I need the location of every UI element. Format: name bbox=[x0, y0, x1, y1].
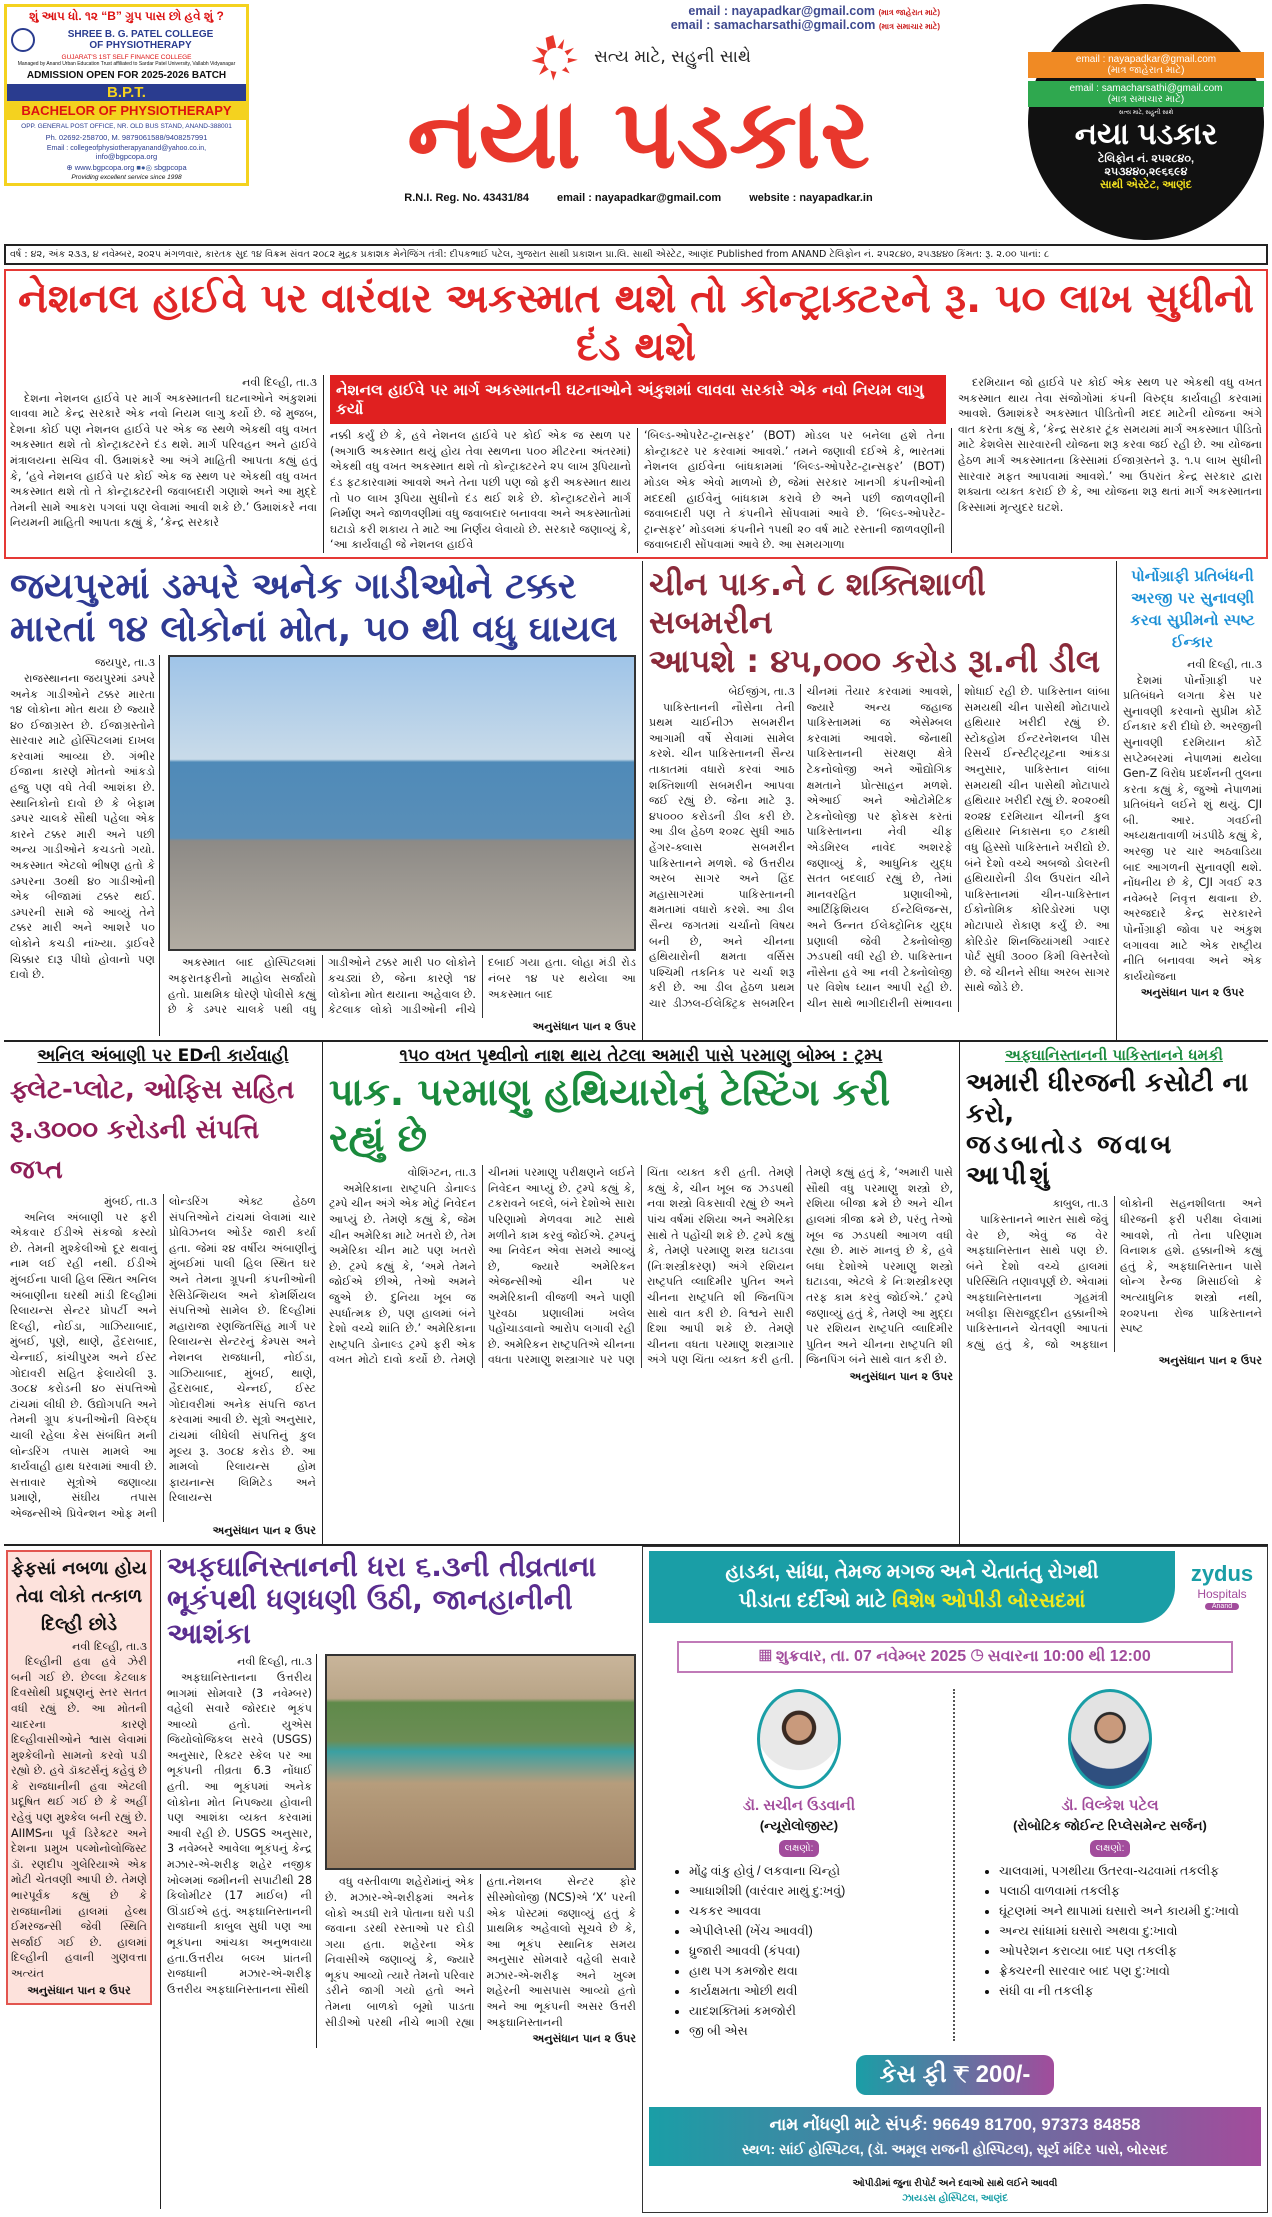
article-text: દેશમાં પોર્નોગ્રાફી પર પ્રતિબંધને લગતા કેસ પર સુનાવણી કરવાનો સુપ્રીમ કોર્ટે ઈનકાર કરી દીધો છે. અરજીની સુનાવણી દરમિયાન કોર્ટે સપ્ટેમ્બરમાં નેપાળમાં થયેલા Gen-Z વિરોધ પ્રદર્શનની તુલના કરતા કહ્યું કે, જુઓ નેપાળમાં પ્રતિબંધને લઈને શું થયું. CJI બી. આર. ગવઈની અધ્યક્ષતાવાળી ખંડપીઠે કહ્યું કે, અરજી પર ચાર અઠવાડિયા બાદ આગળની સુનાવણી થશે. નોંધનીય છે કે, CJI ગવઈ ૨૩ નવેમ્બરે નિવૃત્ત થવાના છે. અરજદારે કેન્દ્ર સરકારને પોર્નોગ્રાફી જોવા પર અંકુશ લગાવવા માટે એક રાષ્ટ્રીય નીતિ બનાવવા અને એક કાર્યયોજના bbox=[1123, 673, 1262, 983]
college-tag: GUJARAT'S 1ST SELF FINANCE COLLEGE bbox=[61, 54, 192, 61]
continued-link[interactable]: અનુસંધાન પાન ૨ ઉપર bbox=[1140, 986, 1245, 1000]
symptom-item: • એપીલેપ્સી (ખેંચ આવવી) bbox=[689, 1921, 949, 1941]
jaipur-below-cols bbox=[168, 955, 636, 1017]
ad-time: સવારના 10:00 થી 12:00 bbox=[987, 1647, 1151, 1665]
article-text: પાકિસ્તાનની નૌસેના તેની પ્રથમ ચાઈનીઝ સબમરીન આગામી વર્ષે સેવામાં સામેલ કરશે. ચીન પાકિસ્તાનની સૈન્ય તાકાતમાં વધારો કરવાં આઠ શક્તિશાળી સબમરીન આપવા જઈ રહ્યું છે. જેના માટે રૂ. ૪૫૦૦૦ કરોડની ડીલ કરી છે. આ ડીલ હેઠળ ૨૦૨૮ સુધી આઠ હેંગર-ક્લાસ સબમરીન પાકિસ્તાનને મળશે. જે ઉત્તરીય અરબ સાગર અને હિંદ મહાસાગરમાં પાકિસ્તાનની ક્ષમતામાં વધારો કરશે. આ ડીલ સૈન્ય જગતમાં ચર્ચાનો વિષય બની છે, અને ચીનના હથિયારોની ક્ષમતા વર્સિસ પશ્ચિમી તકનિક પર ચર્ચા શરૂ કરી છે. આ ડીલ હેઠળ પ્રથમ ચાર ડીઝલ-ઈલેક્ટ્રિક સબમરિન ચીનમાં તૈયાર કરવામાં આવશે, જ્યારે અન્ય જહાજ પાકિસ્તામમાં જ એસેમ્બલ કરવામાં આવશે. જેનાથી પાકિસ્તાનની સંરક્ષણ ક્ષેત્રે ટેકનોલોજી અને ઔદ્યોગિક ક્ષમતાને પ્રોત્સાહન મળશે. એઆઈ અને ઓટોમેટિક ટેકનોલોજી પર ફોકસ કરતાં પાકિસ્તાનના નેવી ચીફ એડમિરલ નાવેદ અશરફે જણાવ્યું કે, આધુનિક યુદ્ધ સતત બદલાઈ રહ્યું છે, તેમાં માનવરહિત પ્રણાલીઓ, આર્ટિફિશિયલ ઈન્ટેલિજન્સ, અને ઉન્નત ઈલેક્ટ્રોનિક યુદ્ધ પ્રણાલી જેવી ટેક્નોલોજી ઝડપથી વધી રહી છે. પાકિસ્તાન નૌસેના હવે આ નવી ટેક્નોલોજી પર વિશેષ ધ્યાન આપી રહી છે. ચીન સાથે ભાગીદારીની સંભાવના શોધાઈ રહી છે. પાકિસ્તાન લાંબા સમયથી ચીન પાસેથી મોટાપાયે હથિયાર ખરીદી રહ્યું છે. સ્ટોકહોમ ઈન્ટરનેશનલ પીસ રિસર્ચ ઈન્સ્ટીટ્યૂટના આંકડા અનુસાર, પાકિસ્તાન લાંબા સમયથી ચીન પાસેથી મોટાપાયે હથિયાર ખરીદી રહ્યું છે. ૨૦૨૦થી ૨૦૨૪ દરમિયાન ચીનની કુલ હથિયાર નિકાસના ૬૦ ટકાથી વધુ હિસ્સો પાકિસ્તાને ખરીદ્યો છે. બંને દેશો વચ્ચે અબજો ડોલરની હથિયારોની ડીલ ઉપરાંત ચીને પાકિસ્તાનમાં ચીન-પાકિસ્તાન ઈકોનોમિક કોરિડોરમાં પણ મોટાપાયે રોકાણ કર્યું છે. આ કોરિડોર શિનજિયાંગથી ગ્વાદર પોર્ટ સુધી ૩૦૦૦ કિમી વિસ્તરેલો છે. જે ચીનને સીધા અરબ સાગર સાથે જોડે છે. bbox=[649, 685, 1110, 1010]
article-text: પાકિસ્તાનને ભારત સાથે જેવું વેર છે, એવું જ વેર અફઘાનિસ્તાન સાથે પણ છે. બંને દેશો વચ્ચે હાલમાં પરિસ્થિતિ તણાવપૂર્ણ છે. એવામાં અફઘાનિસ્તાનના ગૃહમંત્રી ખલીફા સિરાજુદ્દીન હક્કાનીએ પાકિસ્તાનને ચેતવણી આપતાં કહ્યું હતું કે, જો અફઘાન લોકોની સહનશીલતા અને ધીરજની ફરી પરીક્ષા લેવામાં આવશે, તો તેના પરિણામ વિનાશક હશે. હક્કાનીએ કહ્યું હતું કે, અફઘાનિસ્તાન પાસે લોન્ગ રેન્જ મિસાઈલો કે અત્યાધુનિક શસ્ત્રો નથી, ૨૦૨૫ના રોજ પાકિસ્તાનને સ્પષ્ટ bbox=[966, 1197, 1262, 1351]
ad-headline-highlight: વિશેષ ઓપીડી બોરસદમાં bbox=[892, 1589, 1086, 1612]
symptom-item: • મોંઢુ વાંકુ હોવું / લકવાના ચિન્હો bbox=[689, 1861, 949, 1881]
badge-email-2: email : samacharsathi@gmail.com bbox=[1069, 83, 1223, 94]
article-text: દિલ્હીની હવા હવે ઝેરી બની ગઈ છે. છેલ્લા કેટલાક દિવસોથી પ્રદૂષણનું સ્તર સતત વધી રહ્યું છે. આ મોતની ચાદરના કારણે દિલ્હીવાસીઓને શ્વાસ લેવામાં મુશ્કેલીનો સામનો કરવો પડી રહ્યો છે. હવે ડૉક્ટર્સનું કહેવું છે કે રાજધાનીની હવા એટલી પ્રદૂષિત થઈ ગઈ છે કે અહીં રહેવું પણ મુશ્કેલ બની રહ્યું છે. AIIMSના પૂર્વ ડિરેક્ટર અને દેશના પ્રમુખ પલ્મોનોલોજિસ્ટ ડૉ. રણદીપ ગુલેરિયાએ એક મોટી ચેતવણી આપી છે. તેમણે ભારપૂર્વક કહ્યું છે કે રાજધાનીમાં હાલમાં હેલ્થ ઈમરજન્સી જેવી સ્થિતિ સર્જાઈ ગઈ છે. હાલમાં દિલ્હીની હવાની ગુણવત્તા અત્યંત bbox=[11, 1655, 147, 1981]
ad-venue: સ્થળ: સાંઈ હોસ્પિટલ, (ડૉ. અમૂલ રાજની હોસ્પિટલ), સૂર્ય મંદિર પાસે, બોરસદ bbox=[741, 2140, 1169, 2157]
masthead bbox=[4, 4, 1268, 244]
symptom-item: • પલાઠી વાળવામાં તકલીફ bbox=[999, 1881, 1261, 1901]
course-full: BACHELOR OF PHYSIOTHERAPY bbox=[7, 101, 246, 120]
college-name-2: OF PHYSIOTHERAPY bbox=[89, 40, 192, 51]
afghan-threat-body bbox=[966, 1196, 1262, 1352]
symptoms-label: લક્ષણો: bbox=[1090, 1840, 1131, 1857]
doctor-name: ડૉ. વિલ્કેશ પટેલ bbox=[1061, 1796, 1159, 1814]
row-2 bbox=[4, 561, 1268, 1042]
symptom-item: • અન્ય સાંધામાં ઘસારો અથવા દુ:ખાવો bbox=[999, 1921, 1261, 1941]
doctor-card bbox=[955, 1689, 1261, 2041]
ad-headline-1: હાડકા, સાંધા, તેમજ મગજ અને ચેતાતંતુ રોગથી bbox=[725, 1560, 1099, 1583]
symptom-item: • સંધી વા ની તકલીફ bbox=[999, 1981, 1261, 2001]
porn-ban-story bbox=[1116, 561, 1268, 1040]
college-email: Email : collegeofphysiotherapyanand@yahoo.co.in, bbox=[46, 145, 207, 152]
article-text: દરમિયાન જો હાઈવે પર કોઈ એક સ્થળ પર એકથી વધુ વખત અકસ્માત થાય તેવા સંજોગોમાં કંપની વિરુદ્ધ કાર્યવાહી કરવામાં આવશે. ઉમાશંકરે અકસ્માત પીડિતોની મદદ માટેની યોજના અંગે વાત કરતા કહ્યું કે, ‘કેન્દ્ર સરકાર ટૂંક સમયમાં માર્ગ અકસ્માત પીડિતો માટે કેશલેસ સારવારની યોજના શરૂ કરવા જઈ રહી છે. આ યોજના હેઠળ માર્ગ અકસ્માતના કિસ્સામાં ઈજાગ્રસ્તને રૂ. ૧.૫ લાખ સુધીની સારવાર મફત આપવામાં આવશે.’ આ ઉપરાંત કેન્દ્ર સરકાર દ્વારા શક્યતા વ્યક્ત કરાઈ છે કે, આ યોજના શરૂ થતાં માર્ગ અકસ્માતના કિસ્સામાં મૃત્યુદર ઘટશે. bbox=[958, 376, 1262, 514]
symptoms-list bbox=[959, 1861, 1261, 2001]
continued-link[interactable]: અનુસંધાન પાન ૨ ઉપર bbox=[27, 1983, 131, 1997]
left-ad bbox=[4, 4, 249, 186]
jaipur-story bbox=[4, 561, 642, 1040]
symptom-item: • ઓપરેશન કરાવ્યા બાદ પણ તકલીફ bbox=[999, 1941, 1261, 1961]
ad-note: ઓપીડીમાં જુના રીપોર્ટ અને દવાઓ સાથે લઈને આવવી bbox=[852, 2177, 1058, 2189]
quake-below-cols bbox=[325, 1874, 636, 2030]
symptom-item: • યાદશક્તિમાં કમજોરી bbox=[689, 2001, 949, 2021]
article-text: વધુ વસ્તીવાળા શહેરોમાંનું એક છે. મઝાર-એ-શરીફમાં અનેક લોકો અડધી રાત્રે પોતાના ઘરો પડી જવાના ડરથી રસ્તાઓ પર દોડી ગયા હતા. શહેરના એક નિવાસીએ જણાવ્યું કે, જ્યારે ભૂકંપ આવ્યો ત્યારે તેમનો પરિવાર ડરીને જાગી ગયો હતો અને તેમના બાળકો બૂમો પાડતા સીડીઓ પરથી નીચે ભાગી રહ્યા હતા.નેશનલ સેન્ટર ફોર સીસ્મોલોજી (NCS)એ ‘X’ પરની એક પોસ્ટમાં જણાવ્યું હતું કે પ્રાથમિક અહેવાલો સૂચવે છે કે, આ ભૂકંપ સ્થાનિક સમય અનુસાર સોમવારે વહેલી સવારે મઝાર-એ-શરીફ અને ખુલ્મ શહેરની આસપાસ આવ્યો હતો અને આ ભૂકંપની અસર ઉત્તરી અફઘાનિસ્તાનની bbox=[325, 1875, 636, 2029]
college-social[interactable]: sbgpcopa bbox=[154, 163, 187, 172]
badge-tagline: સત્ય માટે, સહુની સાથે bbox=[1118, 110, 1174, 116]
ad-question: શું આપ ધો. ૧૨ “B” ગ્રુપ પાસ છો હવે શું ? bbox=[29, 9, 224, 23]
doctor-name: ડૉ. સચીન ઉડવાની bbox=[742, 1796, 856, 1814]
badge-note-2: (માત્ર સમાચાર માટે) bbox=[1107, 94, 1185, 105]
continued-link[interactable]: અનુસંધાન પાન ૨ ઉપર bbox=[212, 1523, 316, 1537]
china-headline-2: આપશે : ૪૫,૦૦૦ કરોડ રૂા.ની ડીલ bbox=[649, 641, 1101, 680]
zydus-city: Anand bbox=[1205, 1603, 1239, 1610]
doctor-photo bbox=[1068, 1689, 1152, 1789]
continued-link[interactable]: અનુસંધાન પાન ૨ ઉપર bbox=[1158, 1354, 1262, 1368]
college-phone: Ph. 02692-258700, M. 9879061588/9408257991 bbox=[45, 133, 208, 142]
symptom-item: • હાથ પગ કમજોર થવા bbox=[689, 1961, 949, 1981]
clock-icon: ◷ bbox=[970, 1647, 988, 1665]
right-badge bbox=[1028, 4, 1264, 240]
globe-icon: ⊕ bbox=[66, 163, 75, 172]
afghan-threat-headline-2: જડબાતોડ જવાબ આપીશું bbox=[966, 1130, 1175, 1192]
badge-note-1: (માત્ર જાહેરાત માટે) bbox=[1107, 65, 1185, 76]
doctor-card bbox=[649, 1689, 955, 2041]
masthead-center bbox=[257, 4, 1020, 204]
trump-headline: પાક. પરમાણુ હથિયારોનું ટેસ્ટિંગ કરી રહ્યું છે bbox=[329, 1070, 891, 1160]
badge-email-1: email : nayapadkar@gmail.com bbox=[1075, 54, 1217, 65]
lead-headline: નેશનલ હાઈવે પર વારંવાર અકસ્માત થશે તો કોન્ટ્રાક્ટરને રૂ. ૫૦ લાખ સુધીનો દંડ થશે bbox=[18, 276, 1254, 370]
symptom-item: • કાર્યક્ષમતા ઓછી થવી bbox=[689, 1981, 949, 2001]
ad-date-box bbox=[677, 1641, 1233, 1673]
masthead-website[interactable]: website : nayapadkar.in bbox=[749, 191, 873, 204]
college-emblem-icon bbox=[11, 28, 35, 52]
college-managed: Managed by Anand Urban Education Trust affiliated to Sardar Patel University, Vallabh Vidyanagar bbox=[17, 61, 236, 67]
symptom-item: • જી બી એસ bbox=[689, 2021, 949, 2041]
sun-logo-icon bbox=[526, 32, 586, 82]
article-text: રાજસ્થાનના જયપુરમાં ડમ્પરે અનેક ગાડીઓને ટક્કર મારતા ૧૪ લોકોના મોત થયા છે જ્યારે ૪૦ ઈજાગ્રસ્ત છે. ઈજાગ્રસ્તોને સારવાર માટે હોસ્પિટલમાં દાખલ કરવામાં આવ્યા છે. ગંભીર ઈજાના કારણે મોતનો આંકડો હજુ પણ વધે તેવી આશંકા છે. સ્થાનિકોનો દાવો છે કે બેફામ ડમ્પર ચાલકે સૌથી પહેલા એક કારને ટક્કર મારી અને પછી અન્ય ગાડીઓને કચડતો ગયો. અકસ્માત એટલો ભીષણ હતો કે ડમ્પરના ૩૦થી ૪૦ ગાડીઓની એક બીજામાં ટક્કર થઈ. ડમ્પરની સામે જે આવ્યું તેને ટક્કર મારી અને આશરે ૫૦ લોકોને કચડી નાંખ્યા. ડ્રાઈવરે ચિક્કાર દારૂ પીધો હોવાનો પણ દાવો છે. bbox=[10, 671, 155, 982]
email-line-2 bbox=[671, 18, 940, 32]
lead-col-2: નક્કી કર્યું છે કે, હવે નેશનલ હાઈવે પર કોઈ એક જ સ્થળ પર (અગાઉ અકસ્માત થયું હોય તેવા સ્થળના ૫૦૦ મીટરના અંતરમાં) એકથી વધુ વખત અકસ્માત થશે તો કોન્ટ્રાક્ટરને ૨૫ લાખ રૂપિયાનો દંડ ફટકારવામાં આવશે અને તેના પછી પણ જો ફરી અકસ્માત થાય તો ૫૦ લાખ રૂપિયા સુધીનો દંડ થઈ શકે છે. કોન્ટ્રાક્ટરોને માર્ગ નિર્માણ અને જાળવણીમાં વધુ જવાબદાર બનાવવા અને અકસ્માતોમાં ઘટાડો કરી શકાય તે માટે આ નિર્ણય લેવાયો છે. સરકારે જણાવ્યું કે, ‘આ કાર્યવાહી જે નેશનલ હાઈવે bbox=[324, 428, 638, 553]
afghan-threat-story bbox=[959, 1042, 1268, 1544]
lead-story bbox=[4, 269, 1268, 559]
college-slogan: Providing excellent service since 1998 bbox=[71, 174, 182, 181]
symptoms-list bbox=[649, 1861, 949, 2041]
lead-col-4 bbox=[952, 375, 1262, 553]
badge-phone: ટેલિફોન નં. ૨૫૨૮૪૦, bbox=[1097, 153, 1195, 165]
tagline: સત્ય માટે, સહુની સાથે bbox=[594, 47, 751, 67]
article-text: અકસ્માત બાદ હોસ્પિટલમાં અફરાતફરીનો માહોલ સર્જાયો હતો. પ્રાથમિક ધોરણે પોલીસે કહ્યું છે કે ડમ્પર ચાલકે ૫થી વધુ ગાડીઓને ટક્કર મારી ૫૦ લોકોને કચડ્યાં છે, જેના કારણે ૧૪ લોકોના મોત થયાના અહેવાલ છે. કેટલાક લોકો ગાડીઓની નીચે દબાઈ ગયા હતા. લોહા મંડી રોડ નંબર ૧૪ પર થયેલા આ અકસ્માત બાદ bbox=[168, 956, 636, 1017]
dateline: નવી દિલ્હી, તા.૩ bbox=[242, 376, 317, 389]
quake-headline-1: અફઘાનિસ્તાનની ધરા ૬.૩ની તીવ્રતાના bbox=[167, 1549, 597, 1583]
article-text: અનિલ અંબાણી પર ફરી એકવાર ઈડીએ સંકજો કસ્યો છે. તેમની મુશ્કેલીઓ દૂર થવાનું નામ લઈ રહી નથી. ઈડીએ મુંબઈના પાલી હિલ સ્થિત અનિલ અંબાણીના ઘરથી માંડી દિલ્હીમાં રિલાયન્સ સેન્ટર પ્રોપર્ટી અને દિલ્હી, નોઈડા, ગાઝિયાબાદ, મુંબઈ, પૂણે, થાણે, હૈદરાબાદ, ચેન્નાઈ, કાંચીપુરમ અને ઈસ્ટ ગોદાવરી સહિત ફેલાયેલી રૂ. ૩૦૮૪ કરોડની ૪૦ સંપત્તિઓ ટાંચમાં લીધી છે. ઉદ્યોગપતિ અને તેમની ગ્રૂપ કંપનીઓની વિરુદ્ધ ચાલી રહેલા કેસ સંબંધિત મની લોન્ડરિંગ તપાસ મામલે આ કાર્યવાહી હાથ ધરવામાં આવી છે. સત્તાવાર સૂત્રોએ જણાવ્યા પ્રમાણે, સંઘીય તપાસ એજન્સીએ પ્રિવેન્શન ઓફ મની લોન્ડરિંગ એક્ટ હેઠળ સંપત્તિઓને ટાંચમાં લેવામાં ચાર પ્રોવિઝનલ ઓર્ડર જારી કર્યા હતા. જેમાં ૨૪ વર્ષીય અંબાણીનું મુંબઈમાં પાલી હિલ સ્થિત ઘર અને તેમના ગ્રૂપની કંપનીઓની રેસિડેન્શિયલ અને કોમર્શિયલ સંપત્તિઓ સામેલ છે. દિલ્હીમાં મહારાજા રણજિતસિંહ માર્ગ પર રિલાયન્સ સેન્ટરનું કેમ્પસ અને નેશનલ રાજધાની, નોઈડા, ગાઝિયાબાદ, મુંબઈ, થાણે, હૈદરાબાદ, ચેન્નઈ, ઈસ્ટ ગોદાવરીમાં અનેક સંપત્તિ જપ્ત કરવામાં આવી છે. સૂત્રો અનુસાર, ટાંચમાં લીધેલી સંપત્તિનું કુલ મૂલ્ય રૂ. ૩૦૮૪ કરોડ છે. આ મામલો રિલાયન્સ હોમ ફાયનાન્સ લિમિટેડ અને રિલાયન્સ bbox=[10, 1195, 316, 1520]
continued-link[interactable]: અનુસંધાન પાન ૨ ઉપર bbox=[532, 2032, 636, 2046]
rni-number: R.N.I. Reg. No. 43431/84 bbox=[404, 191, 530, 204]
ambani-body bbox=[10, 1194, 316, 1521]
email-note: (માત્ર જાહેરાત માટે) bbox=[878, 8, 940, 17]
jaipur-headline-1: જયપુરમાં ડમ્પરે અનેક ગાડીઓને ટક્કર bbox=[10, 565, 577, 607]
symptom-item: • ચકકર આવવા bbox=[689, 1901, 949, 1921]
dumper-accident-photo bbox=[168, 655, 636, 951]
continued-link[interactable]: અનુસંધાન પાન ૨ ઉપર bbox=[532, 1019, 636, 1033]
doctor-role: (રોબોટિક જોઈન્ટ રિપ્લેસમેન્ટ સર્જન) bbox=[1013, 1817, 1207, 1833]
email-note: (માત્ર સમાચાર માટે) bbox=[878, 22, 940, 31]
ambani-headline: ફ્લેટ-પ્લોટ, ઓફિસ સહિત રૂ.૩૦૦૦ કરોડની સંપત્તિ જપ્ત bbox=[10, 1075, 295, 1186]
dateline: જયપુર, તા.૩ bbox=[94, 656, 155, 670]
article-text: દેશના નેશનલ હાઈવે પર માર્ગ અકસ્માતની ઘટનાઓને અંકુશમાં લાવવા માટે કેન્દ્ર સરકારે એક નવો નિયમ લાગુ કર્યો છે. જે મુજબ, દેશના કોઈ પણ નેશનલ હાઈવે પર એક જ સ્થળે એકથી વધુ વખત અકસ્માત થશે તો કોન્ટ્રાક્ટરને દંડ થશે. માર્ગ પરિવહન અને હાઈવે મંત્રાલયના સચિવ વી. ઉમાશંકરે આ અંગે માહિતી આપતા કહ્યું હતું કે, ‘હવે નેશનલ હાઈવે પર કોઈ એક જ સ્થળ પર એકથી વધુ વખત અકસ્માત થશે તો તે કોન્ટ્રાક્ટરની જવાબદારી ગણાશે અને આ મુદ્દે તેમની સામે આકરા પગલાં પણ લેવામાં આવી શકે છે.’ ઉમાશંકરે નવા નિયમની માહિતી આપતા કહ્યું કે, ‘કેન્દ્ર સરકારે bbox=[10, 391, 317, 530]
symptom-item: • આધાશીશી (વારંવાર માથું દુ:ખવું) bbox=[689, 1881, 949, 1901]
symptom-item: • ઘૂંટણમાં અને થાપામાં ઘસારો અને કાયમી દુ:ખાવો bbox=[999, 1901, 1261, 1921]
college-website[interactable]: www.bgpcopa.org bbox=[74, 163, 135, 172]
dateline: મુંબઈ, તા.૩ bbox=[104, 1195, 157, 1209]
doctor-photo bbox=[757, 1689, 841, 1789]
quake-headline-2: ભૂકંપથી ધણધણી ઉઠી, જાનહાનીની આશંકા bbox=[167, 1583, 573, 1650]
zydus-logo: zydus bbox=[1190, 1560, 1254, 1586]
social-icons: ■●◎ bbox=[136, 163, 155, 172]
badge-phone-2: ૨૫૩૪૪૦,૨૯૬૬૯૪ bbox=[1104, 166, 1188, 178]
ad-footer: ઝાયડસ હોસ્પિટલ, આણંદ bbox=[902, 2192, 1008, 2204]
case-fee-badge: કેસ ફી ₹ 200/- bbox=[856, 2055, 1055, 2095]
porn-body bbox=[1123, 657, 1262, 984]
college-email-2: info@bgpcopa.org bbox=[95, 152, 158, 161]
article-text: અફઘાનિસ્તાનના ઉત્તરીય ભાગમાં સોમવારે (3 નવેમ્બર) વહેલી સવારે જોરદાર ભૂકંપ આવ્યો હતો. યુએસ જિયોલોજિકલ સરવે (USGS) અનુસાર, રિક્ટર સ્કેલ પર આ ભૂકંપની તીવ્રતા 6.3 નોંધાઈ હતી. આ ભૂકંપમાં અનેક લોકોના મોત નિપજ્યા હોવાની પણ આશંકા વ્યક્ત કરવામાં આવી રહી છે. USGS અનુસાર, 3 નવેમ્બરે આવેલા ભૂકંપનું કેન્દ્ર મઝાર-એ-શરીફ શહેર નજીક ખોલ્મમાં જમીનની સપાટીથી 28 કિલોમીટર (17 માઈલ) ની ઊંડાઈએ હતું. અફઘાનિસ્તાનની રાજધાની કાબુલ સુધી પણ આ ભૂકંપના આંચકા અનુભવાયા હતા.ઉત્તરીય બલ્ખ પ્રાંતની રાજધાની મઝાર-એ-શરીફ ઉત્તરીય અફઘાનિસ્તાનના સૌથી bbox=[167, 1670, 312, 1996]
badge-logo: નયા પડકાર bbox=[1074, 118, 1218, 151]
dateline: નવી દિલ્હી, તા.૩ bbox=[1187, 657, 1262, 671]
afghan-threat-kicker: અફઘાનિસ્તાનની પાકિસ્તાનને ધમકી bbox=[1005, 1045, 1223, 1064]
trump-body bbox=[329, 1165, 953, 1368]
masthead-info bbox=[257, 192, 1020, 204]
lead-col-1 bbox=[10, 375, 324, 553]
jaipur-headline-2: મારતાં ૧૪ લોકોનાં મોત, ૫૦ થી વધુ ઘાયલ bbox=[10, 609, 618, 651]
college-address: OPP. GENERAL POST OFFICE, NR. OLD BUS STAND, ANAND-388001 bbox=[21, 123, 232, 130]
symptom-item: • ધ્રુજારી આવવી (કંપવા) bbox=[689, 1941, 949, 1961]
ad-contact: નામ નોંધણી માટે સંપર્ક: 96649 81700, 97373 84858 bbox=[769, 2114, 1141, 2134]
admission-text: ADMISSION OPEN FOR 2025-2026 BATCH bbox=[26, 70, 227, 81]
calendar-icon: ▦ bbox=[759, 1647, 776, 1665]
trump-story bbox=[322, 1042, 959, 1544]
badge-address: સાથી એસ્ટેટ, આણંદ bbox=[1100, 179, 1192, 191]
trump-kicker: ૧૫૦ વખત પૃથ્વીનો નાશ થાય તેટલા અમારી પાસે પરમાણુ બોમ્બ : ટ્રમ્પ bbox=[399, 1045, 883, 1066]
continued-link[interactable]: અનુસંધાન પાન ૨ ઉપર bbox=[849, 1369, 953, 1383]
symptom-item: • ચાલવામાં, પગથીયા ઉતરવા-ચઢવામાં તકલીફ bbox=[999, 1861, 1261, 1881]
china-headline-1: ચીન પાક.ને ૮ શક્તિશાળી સબમરીન bbox=[649, 564, 986, 642]
quake-side-col bbox=[167, 1654, 317, 2048]
dateline: બેઈજીંગ, તા.૩ bbox=[728, 685, 795, 699]
earthquake-damage-photo bbox=[325, 1654, 636, 1870]
course-short: B.P.T. bbox=[7, 84, 246, 101]
dateline: વોશિંગ્ટન, તા.૩ bbox=[407, 1166, 476, 1180]
newspaper-title: નયા પડકાર bbox=[406, 78, 871, 190]
jaipur-side-col bbox=[10, 655, 160, 1035]
dateline: નવી દિલ્હી, તા.૩ bbox=[237, 1655, 312, 1669]
zydus-hospitals: Hospitals bbox=[1197, 1586, 1247, 1601]
email-link[interactable]: email : samacharsathi@gmail.com bbox=[670, 18, 876, 32]
symptom-item: • ફ્રેક્ચરની સારવાર બાદ પણ દુ:ખાવો bbox=[999, 1961, 1261, 1981]
row-4 bbox=[4, 1546, 1268, 2213]
dateline: નવી દિલ્હી, તા.૩ bbox=[72, 1639, 147, 1653]
article-text: અમેરિકાના રાષ્ટ્રપતિ ડોનાલ્ડ ટ્રમ્પે ચીન અંગે એક મોટું નિવેદન આપ્યું છે. તેમણે કહ્યું કે, જેમ ચીન અમેરિકા માટે ખતરો છે, તેમ અમેરિકા ચીન માટે પણ ખતરો છે. ટ્રમ્પે કહ્યું કે, ‘અમે તેમને જોઈએ છીએ, તેઓ અમને જુએ છે. દુનિયા ખૂબ જ સ્પર્ધાત્મક છે, પણ હાલમાં બંને દેશો વચ્ચે શાંતિ છે.’ અમેરિકાના રાષ્ટ્રપતિ ડોનાલ્ડ ટ્રમ્પે ફરી એક વખત મોટો દાવો કર્યો છે. તેમણે ચીનમાં પરમાણુ પરીક્ષણને લઈને નિવેદન આપ્યું છે. ટ્રમ્પે કહ્યું કે, ટકરાવને બદલે, બંને દેશોએ સારા પરિણામો મેળવવા માટે સાથે મળીને કામ કરવું જોઈએ. ટ્રમ્પનું આ નિવેદન એવા સમયે આવ્યું છે, જ્યારે અમેરિકન એજન્સીઓ ચીન પર અમેરિકાની વીજળી અને પાણી પુરવઠા પ્રણાલીમાં ખલેલ પહોંચાડવાનો આરોપ લગાવી રહી છે. અમેરિકન રાષ્ટ્રપતિએ ચીનના વધતા પરમાણુ શસ્ત્રાગાર પર પણ ચિંતા વ્યક્ત કરી હતી. તેમણે કહ્યું કે, ચીન ખૂબ જ ઝડપથી નવા શસ્ત્રો વિકસાવી રહ્યું છે અને પાંચ વર્ષમાં રશિયા અને અમેરિકા સાથે તે પહોંચી શકે છે. ટ્રમ્પે કહ્યું કે, તેમણે પરમાણુ શસ્ત્ર ઘટાડવા (નિઃશસ્ત્રીકરણ) અંગે રશિયન રાષ્ટ્રપતિ વ્લાદિમીર પુતિન અને ચીનના રાષ્ટ્રપતિ શી જિનપિંગ સાથે વાત કરી છે. વિશ્વને સારી દિશા આપી શકે છે. તેમણે ચીનના વધતા પરમાણુ શસ્ત્રાગાર અંગે પણ ચિંતા વ્યક્ત કરી હતી. તેમણે કહ્યું હતું કે, ‘અમારી પાસે સૌથી વધુ પરમાણુ શસ્ત્રો છે, રશિયા બીજા ક્રમે છે અને ચીન હાલમાં ત્રીજા ક્રમે છે, પરંતુ તેઓ ખૂબ જ ઝડપથી આગળ વધી રહ્યા છે. મારું માનવું છે કે, હવે બધા દેશોએ પરમાણુ શસ્ત્રો ઘટાડવા, એટલે કે નિઃશસ્ત્રીકરણ તરફ કામ કરવું જોઈએ.’ ટ્રમ્પે જણાવ્યું હતું કે, તેમણે આ મુદ્દા પર રશિયન રાષ્ટ્રપતિ વ્લાદિમીર પુતિન અને ચીનના રાષ્ટ્રપતિ શી જિનપિંગ બંને સાથે વાત કરી છે. bbox=[329, 1166, 953, 1367]
china-story bbox=[642, 561, 1116, 1040]
ambani-kicker: અનિલ અંબાણી પર EDની કાર્યવાહી bbox=[37, 1045, 289, 1066]
ad-date: શુક્રવાર, તા. 07 નવેમ્બર 2025 bbox=[775, 1647, 967, 1665]
college-name: SHREE B. G. PATEL COLLEGE bbox=[67, 29, 214, 40]
masthead-email[interactable]: email : nayapadkar@gmail.com bbox=[557, 191, 722, 204]
lead-subhead: નેશનલ હાઈવે પર માર્ગ અકસ્માતની ઘટનાઓને અંકુશમાં લાવવા સરકારે એક નવો નિયમ લાગુ કર્યો bbox=[330, 375, 946, 424]
email-link[interactable]: email : nayapadkar@gmail.com bbox=[688, 4, 875, 18]
bottom-left bbox=[4, 1546, 642, 2213]
lead-col-3: ‘બિલ્ડ-ઓપરેટ-ટ્રાન્સફર’ (BOT) મોડલ પર બનેલા હશે તેના કોન્ટ્રાક્ટર પર કરવામાં આવશે.’ તમને જણાવી દઈએ કે, ભારતમાં નેશનલ હાઈવેના બાંધકામમાં ‘બિલ્ડ-ઓપરેટ-ટ્રાન્સફર’ (BOT) મોડલ એક એવો માળખો છે, જેમાં સરકાર ખાનગી કંપનીઓની મદદથી હાઈવેનું બાંધકામ કરાવે છે અને પછી જાળવણીની જવાબદારી પણ તે કંપનીને સોંપવામાં આવે છે. ‘બિલ્ડ-ઓપરેટ-ટ્રાન્સફર’ મોડલમાં કંપનીને ૧૫થી ૨૦ વર્ષ માટે રસ્તાની જાળવણીની જવાબદારી સોંપવામાં આવે છે. આ સમયગાળા bbox=[638, 428, 952, 553]
ad-banner bbox=[649, 1551, 1175, 1623]
symptoms-label: લક્ષણો: bbox=[779, 1840, 820, 1857]
doctor-role: (ન્યૂરોલોજીસ્ટ) bbox=[759, 1817, 839, 1833]
dateline-strip: વર્ષ : ૪૨, અંક ૨૩૩, ૪ નવેમ્બર, ૨૦૨૫ મંગળવાર, કારતક સુદ ૧૪ વિક્રમ સંવત ૨૦૮૨ મુદ્રક પ્રકાશક મેનેજિંગ તંત્રી: દીપકભાઈ પટેલ, ગુજરાત સાથી પ્રકાશન પ્રા.લિ. સાથી એસ્ટેટ, આણંદ Published from ANAND ટેલિફોન નં. ૨૫૨૮૪૦, ૨૫૩૪૪૦ કિંમત: રૂ. ૨.૦૦ પાનાં: ૮ bbox=[4, 244, 1268, 265]
quake-story bbox=[160, 1550, 636, 2209]
ad-headline-2: પીડાતા દર્દીઓ માટે bbox=[738, 1589, 893, 1612]
delhi-headline: ફેફસાં નબળા હોય તેવા લોકો તત્કાળ દિલ્હી છોડે bbox=[11, 1557, 147, 1635]
dateline: કાબુલ, તા.૩ bbox=[1052, 1197, 1108, 1211]
ambani-story bbox=[4, 1042, 322, 1544]
zydus-ad bbox=[642, 1546, 1268, 2213]
afghan-threat-headline-1: અમારી ધીરજની કસોટી ના કરો, bbox=[966, 1067, 1249, 1129]
email-line-1 bbox=[688, 4, 940, 18]
porn-ban-headline: પોર્નોગ્રાફી પ્રતિબંધની અરજી પર સુનાવણી કરવા સુપ્રીમનો સ્પષ્ટ ઈન્કાર bbox=[1130, 566, 1255, 651]
contact-banner bbox=[649, 2107, 1261, 2166]
row-3 bbox=[4, 1042, 1268, 1546]
china-body bbox=[649, 684, 1110, 1011]
delhi-pollution-box bbox=[6, 1550, 152, 2005]
